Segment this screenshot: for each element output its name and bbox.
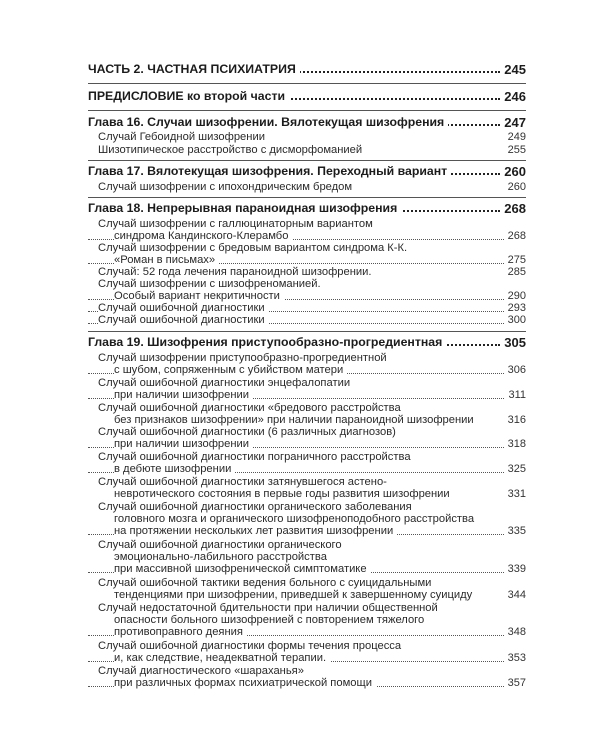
entry-page: 339 <box>504 563 526 576</box>
entry-page: 316 <box>504 414 526 427</box>
section-divider <box>88 197 526 198</box>
entry-text: эмоционально-лабильного расстройства <box>114 551 331 563</box>
entry-page: 285 <box>504 266 526 279</box>
entry-text: Случай ошибочной диагностики <box>98 314 269 326</box>
toc-entry[interactable] <box>88 652 526 665</box>
entry-page: 293 <box>504 302 526 315</box>
toc-entry[interactable] <box>88 463 526 476</box>
entry-page: 357 <box>504 677 526 690</box>
entry-page: 260 <box>504 181 526 194</box>
entry-text: невротического состояния в первые годы развития шизофрении <box>114 488 454 500</box>
chapter-page: 247 <box>500 115 526 130</box>
entry-text: Случай ошибочной диагностики органического <box>98 539 346 551</box>
entry-text: Случай ошибочной диагностики «бредового расстройства <box>98 402 405 414</box>
toc-entry[interactable] <box>88 563 526 576</box>
entry-text: Случай ошибочной диагностики формы течения процесса <box>98 640 405 652</box>
entry-text: Шизотипическое расстройство с дисморфоманией <box>98 144 366 156</box>
entry-page: 318 <box>504 438 526 451</box>
chapter-18-heading[interactable] <box>88 201 526 216</box>
toc-part-title: ЧАСТЬ 2. ЧАСТНАЯ ПСИХИАТРИЯ <box>88 62 300 76</box>
entry-text: Случай ошибочной диагностики органического заболевания <box>98 501 416 513</box>
entry-page: 335 <box>504 525 526 538</box>
chapter-page: 260 <box>500 164 526 179</box>
entry-page: 325 <box>504 463 526 476</box>
chapter-17-heading[interactable] <box>88 164 526 179</box>
entry-page: 306 <box>504 364 526 377</box>
entry-text: в дебюте шизофрении <box>114 463 235 475</box>
entry-text: Случай диагностического «шараханья» <box>98 665 308 677</box>
toc-entry[interactable] <box>88 364 526 377</box>
entry-page: 255 <box>504 144 526 157</box>
toc-entry[interactable] <box>88 525 526 538</box>
toc-entry[interactable] <box>88 488 526 501</box>
toc-entry[interactable] <box>88 314 526 327</box>
entry-text: головного мозга и органического шизофреноподобного расстройства <box>114 513 478 525</box>
toc-part-page: 245 <box>500 62 526 77</box>
chapter-16-heading[interactable] <box>88 115 526 130</box>
toc-entry[interactable] <box>88 677 526 690</box>
chapter-title: Глава 19. Шизофрения приступообразно-прогредиентная <box>88 335 446 349</box>
chapter-title: Глава 16. Случаи шизофрении. Вялотекущая шизофрения <box>88 115 448 129</box>
chapter-title: Глава 17. Вялотекущая шизофрения. Переходный вариант <box>88 164 451 178</box>
entry-text: Случай Гебоидной шизофрении <box>98 131 269 143</box>
entry-text: Случай шизофрении приступообразно-прогредиентной <box>98 352 391 364</box>
entry-text: и, как следствие, неадекватной терапии. <box>114 652 330 664</box>
entry-text: Случай ошибочной диагностики энцефалопатии <box>98 377 354 389</box>
toc-entry[interactable] <box>88 438 526 451</box>
toc-entry[interactable] <box>88 144 526 157</box>
entry-text: без признаков шизофрении» при наличии параноидной шизофрении <box>114 414 478 426</box>
toc-preface-title: ПРЕДИСЛОВИЕ ко второй части <box>88 89 289 103</box>
entry-text: Случай шизофрении с ипохондрическим бредом <box>98 181 356 193</box>
section-divider <box>88 83 526 84</box>
entry-page: 275 <box>504 254 526 267</box>
toc-entry[interactable] <box>88 131 526 144</box>
entry-page: 249 <box>504 131 526 144</box>
toc-entry[interactable] <box>88 589 526 602</box>
entry-page: 353 <box>504 652 526 665</box>
entry-page: 311 <box>504 389 526 402</box>
entry-text: при наличии шизофрении <box>114 389 253 401</box>
toc-entry[interactable] <box>88 626 526 639</box>
entry-page: 344 <box>504 589 526 602</box>
entry-text: при различных формах психиатрической помощи <box>114 677 376 689</box>
entry-text: Случай ошибочной диагностики затянувшегося астено- <box>98 476 391 488</box>
toc-preface-page: 246 <box>500 89 526 104</box>
chapter-19-heading[interactable] <box>88 335 526 350</box>
entry-text: Случай шизофрении с бредовым вариантом синдрома К-К. <box>98 242 411 254</box>
entry-text: при массивной шизофренической симптоматике <box>114 563 371 575</box>
entry-text: опасности больного шизофренией с повторением тяжелого <box>114 614 428 626</box>
toc-entry[interactable] <box>88 389 526 402</box>
entry-text: Случай недостаточной бдительности при наличии общественной <box>98 602 442 614</box>
entry-text: Случай ошибочной диагностики пограничного расстройства <box>98 451 415 463</box>
chapter-page: 305 <box>500 335 526 350</box>
section-divider <box>88 331 526 332</box>
chapter-page: 268 <box>500 201 526 216</box>
toc-part-heading[interactable] <box>88 62 526 77</box>
entry-page: 348 <box>504 626 526 639</box>
entry-text: тенденциями при шизофрении, приведшей к завершенному суициду <box>114 589 476 601</box>
toc-preface-heading[interactable] <box>88 89 526 104</box>
entry-text: с шубом, сопряженным с убийством матери <box>114 364 347 376</box>
entry-text: Случай ошибочной диагностики (6 различных диагнозов) <box>98 426 400 438</box>
entry-page: 290 <box>504 290 526 303</box>
entry-page: 268 <box>504 230 526 243</box>
toc-entry[interactable] <box>88 181 526 194</box>
entry-page: 300 <box>504 314 526 327</box>
entry-text: на протяжении нескольких лет развития шизофрении <box>114 525 397 537</box>
entry-text: Особый вариант некритичности <box>114 290 284 302</box>
section-divider <box>88 110 526 111</box>
entry-text: при наличии шизофрении <box>114 438 253 450</box>
entry-text: противоправного деяния <box>114 626 247 638</box>
entry-text: синдрома Кандинского-Клерамбо <box>114 230 292 242</box>
section-divider <box>88 160 526 161</box>
entry-text: Случай шизофрении с галлюцинаторным вариантом <box>98 218 377 230</box>
entry-text: Случай ошибочной тактики ведения больного с суицидальными <box>98 577 435 589</box>
entry-page: 331 <box>504 488 526 501</box>
entry-text: Случай шизофрении с шизофреноманией. <box>98 278 325 290</box>
entry-text: Случай: 52 года лечения параноидной шизофрении. <box>98 266 376 278</box>
entry-text: Случай ошибочной диагностики <box>98 302 269 314</box>
entry-text: «Роман в письмах» <box>114 254 219 266</box>
chapter-title: Глава 18. Непрерывная параноидная шизофрения <box>88 201 401 215</box>
